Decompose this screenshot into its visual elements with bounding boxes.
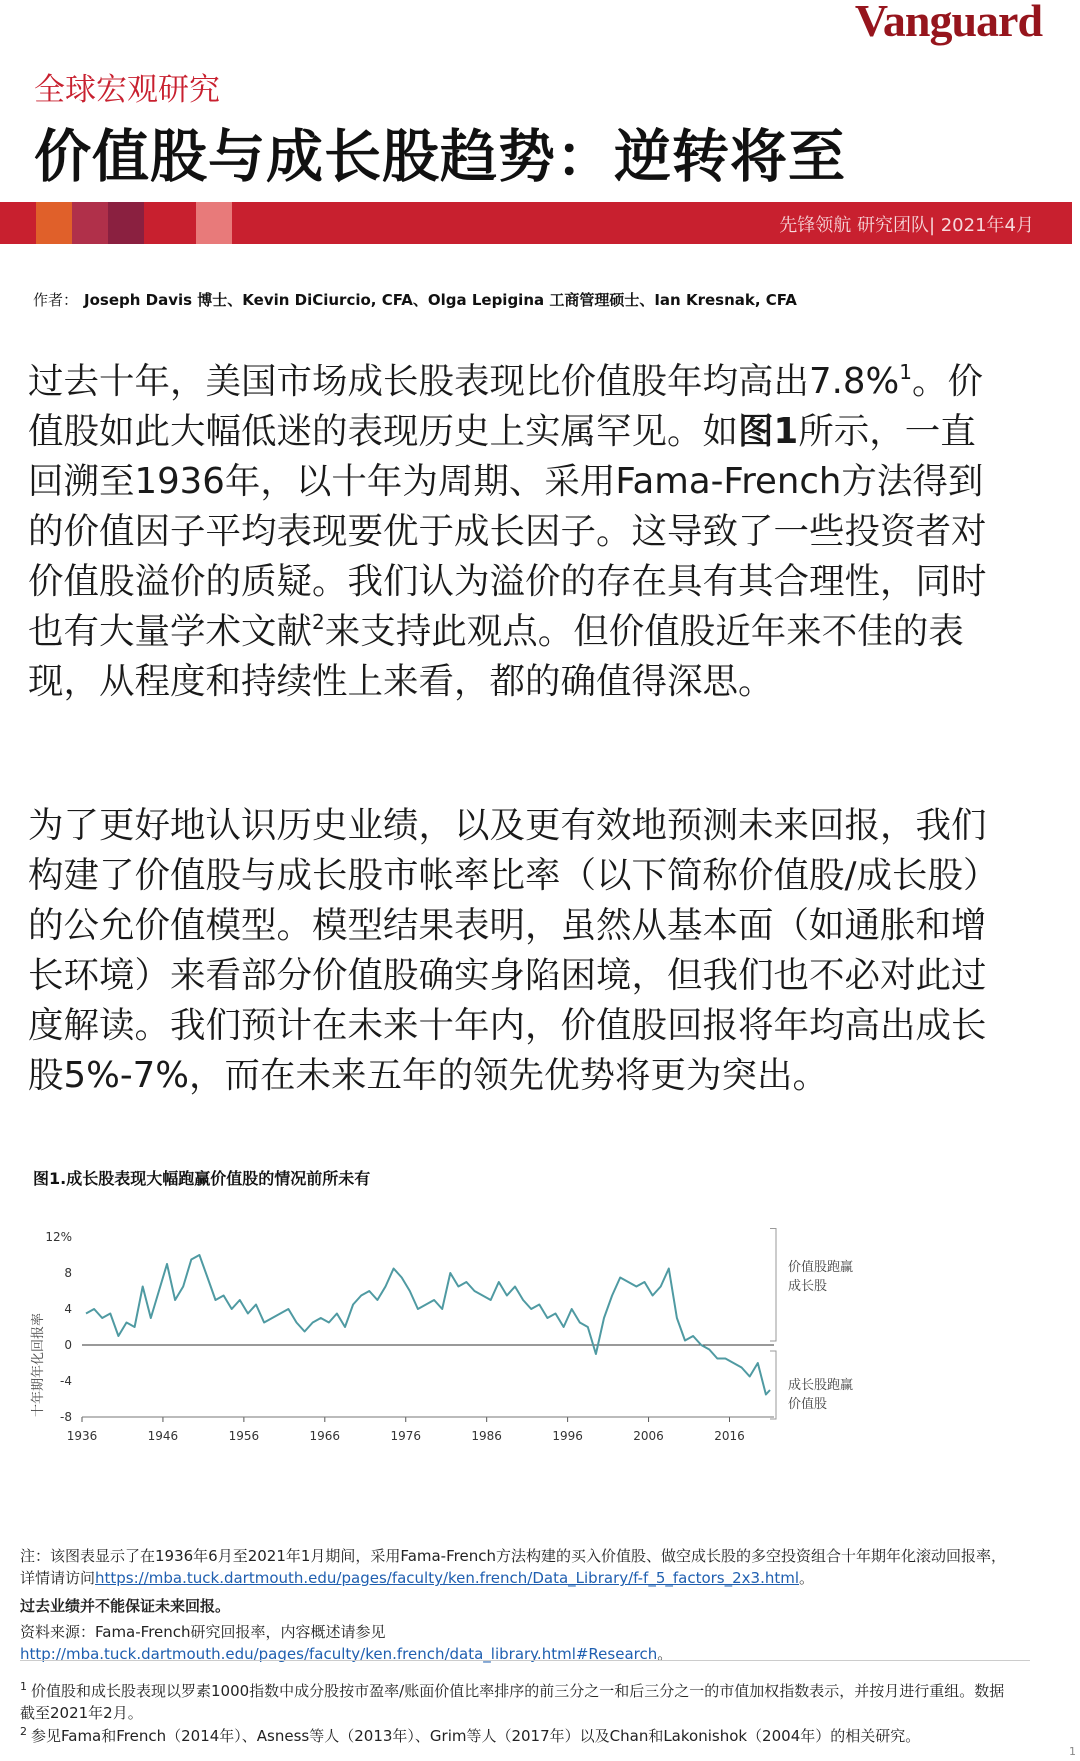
disclaimer: 过去业绩并不能保证未来回报。	[20, 1597, 231, 1615]
body-paragraph-1: 过去十年，美国市场成长股表现比价值股年均高出7.8%$^1$。价值股如此大幅低迷的表现历史上实属罕见。如图1所示，一直回溯至1936年，以十年为周期、采用Fama-French方法得到的价值因子平均表现要优于成长因子。这导致了一些投资者对价值股溢价的质疑。我们认为溢价的存在具有其合理性，同时也有大量学术文献$^2$来支持此观点。但价值股近年来不佳的表现，从程度和持续性上来看，都的确值得深思。	[28, 360, 987, 702]
section-kicker: 全球宏观研究	[34, 72, 220, 108]
authors-line	[33, 289, 797, 310]
y-tick-label: 12%	[45, 1230, 72, 1244]
chart-note: 注：该图表显示了在1936年6月至2021年1月期间，采用Fama-French方法构建的买入价值股、做空成长股的多空投资组合十年期年化滚动回报率，详情请访问https://mba.tuck.dartmouth.edu/pages/faculty/ken.french/Data_Library/f-f_5_factors_2x3.html。	[20, 1547, 1006, 1587]
band-text: 先锋领航 研究团队| 2021年4月	[779, 215, 1034, 236]
authors-label: 作者：	[33, 291, 79, 309]
vanguard-logo: Vanguard	[854, 0, 1043, 46]
y-tick-label: 8	[64, 1266, 72, 1280]
authors-names: Joseph Davis 博士、Kevin DiCiurcio, CFA、Olga Lepigina 工商管理硕士、Ian Kresnak, CFA	[84, 291, 797, 309]
x-tick-label: 1996	[552, 1429, 583, 1443]
band-swatch	[36, 202, 72, 244]
source-note: 资料来源：Fama-French研究回报率，内容概述请参见http://mba.tuck.dartmouth.edu/pages/faculty/ken.french/data_library.html#Research。	[20, 1623, 673, 1663]
upper-annotation: 价值股跑赢	[788, 1260, 854, 1275]
y-tick-label: 4	[64, 1302, 72, 1316]
y-tick-label: -8	[60, 1410, 72, 1424]
footnote-2: $^2$ 参见Fama和French（2014年）、Asness等人（2013年）、Grim等人（2017年）以及Chan和Lakonishok（2004年）的相关研究。	[20, 1725, 921, 1745]
upper-annotation: 成长股	[788, 1279, 828, 1294]
lower-annotation: 价值股	[788, 1397, 828, 1412]
band-swatch	[108, 202, 144, 244]
page-title: 价值股与成长股趋势：逆转将至	[34, 124, 846, 190]
figure-ref: 图1	[738, 411, 799, 452]
footnote-divider	[20, 1660, 1030, 1661]
page-number: 1	[1069, 1745, 1076, 1758]
upper-bracket	[770, 1229, 776, 1342]
lower-annotation: 成长股跑赢	[788, 1378, 854, 1393]
footnote-ref: 1	[899, 360, 912, 384]
y-tick-label: -4	[60, 1374, 72, 1388]
x-tick-label: 1966	[309, 1429, 341, 1443]
x-tick-label: 1956	[228, 1429, 260, 1443]
body-paragraph-2: 为了更好地认识历史业绩，以及更有效地预测未来回报，我们构建了价值股与成长股市帐率比率（以下简称价值股/成长股）的公允价值模型。模型结果表明，虽然从基本面（如通胀和增长环境）来看部分价值股确实身陷困境，但我们也不必对此过度解读。我们预计在未来十年内，价值股回报将年均高出成长股5%-7%，而在未来五年的领先优势将更为突出。	[28, 805, 987, 1096]
x-tick-label: 2006	[633, 1429, 664, 1443]
line-chart	[28, 1225, 948, 1505]
data-library-link[interactable]: https://mba.tuck.dartmouth.edu/pages/faculty/ken.french/Data_Library/f-f_5_factors_2x3.html	[95, 1569, 800, 1587]
x-tick-label: 1936	[66, 1429, 98, 1443]
x-tick-label: 2016	[714, 1429, 745, 1443]
x-tick-label: 1946	[147, 1429, 179, 1443]
x-tick-label: 1986	[471, 1429, 502, 1443]
band-swatch	[196, 202, 232, 244]
y-tick-label: 0	[64, 1338, 72, 1352]
x-tick-label: 1976	[390, 1429, 422, 1443]
lower-bracket	[770, 1351, 776, 1419]
series-line	[86, 1255, 770, 1395]
y-axis-label: 十年期年化回报率	[31, 1312, 46, 1418]
band-swatch	[0, 202, 36, 244]
research-link[interactable]: http://mba.tuck.dartmouth.edu/pages/faculty/ken.french/data_library.html#Research	[20, 1645, 658, 1663]
band-swatch	[72, 202, 108, 244]
footnote-1: $^1$ 价值股和成长股表现以罗素1000指数中成分股按市盈率/账面价值比率排序的前三分之一和后三分之一的市值加权指数表示，并按月进行重组。数据截至2021年2月。	[20, 1680, 1005, 1722]
header-band	[0, 202, 1072, 244]
footnote-ref: 2	[312, 610, 325, 634]
figure-title: 图1.成长股表现大幅跑赢价值股的情况前所未有	[33, 1169, 371, 1188]
